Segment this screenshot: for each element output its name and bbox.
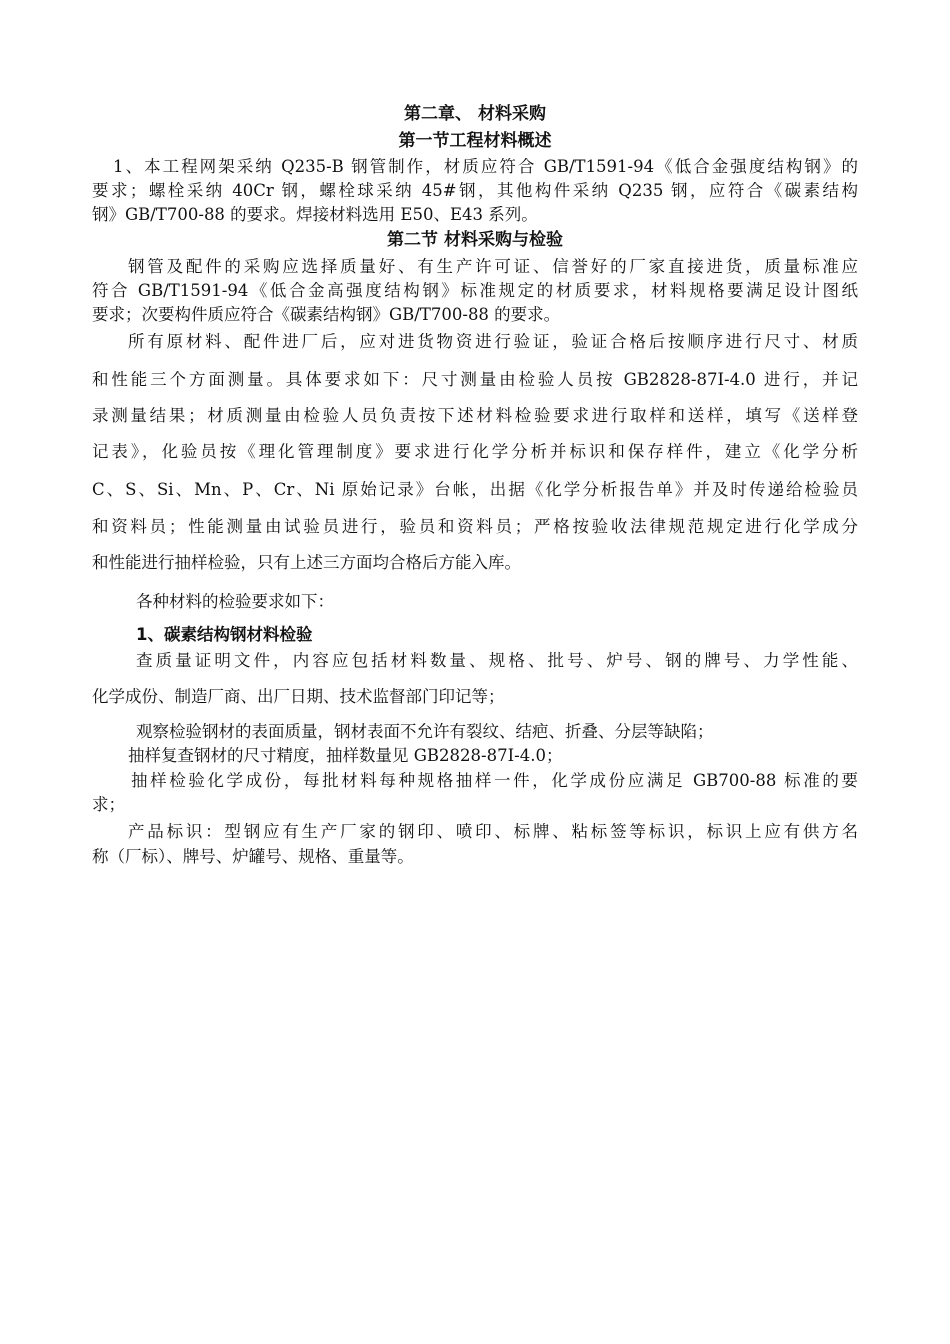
text-line: 钢管及配件的采购应选择质量好、有生产许可证、信誉好的厂家直接进货，质量标准应 bbox=[128, 257, 858, 276]
section-1-title: 第一节工程材料概述 bbox=[398, 131, 552, 151]
text-line: 要求；次要构件质应符合《碳素结构钢》GB/T700-88 的要求。 bbox=[92, 305, 561, 324]
text-line: C、S、Si、Mn、P、Cr、Ni 原始记录》台帐，出据《化学分析报告单》并及时传递给检验员 bbox=[92, 480, 858, 499]
section-2-title: 第二节 材料采购与检验 bbox=[387, 230, 563, 250]
text-line: 录测量结果；材质测量由检验人员负责按下述材料检验要求进行取样和送样，填写《送样登 bbox=[92, 406, 858, 425]
text-line: 要求；螺栓采纳 40Cr 钢，螺栓球采纳 45#钢，其他构件采纳 Q235 钢，应符合《碳素结构 bbox=[92, 181, 858, 200]
text-line: 所有原材料、配件进厂后，应对进货物资进行验证，验证合格后按顺序进行尺寸、材质 bbox=[128, 332, 858, 351]
inspection-intro: 各种材料的检验要求如下： bbox=[136, 592, 334, 611]
text-line: 记表》，化验员按《理化管理制度》要求进行化学分析并标识和保存样件，建立《化学分析 bbox=[92, 442, 858, 461]
text-line: 1、本工程网架采纳 Q235-B 钢管制作，材质应符合 GB/T1591-94《低合金强度结构钢》的 bbox=[113, 157, 858, 176]
text-line: 化学成份、制造厂商、出厂日期、技术监督部门印记等； bbox=[92, 687, 505, 706]
text-line: 和资料员；性能测量由试验员进行，验员和资料员；严格按验收法律规范规定进行化学成分 bbox=[92, 517, 858, 536]
text-line: 和性能进行抽样检验，只有上述三方面均合格后方能入库。 bbox=[92, 553, 521, 572]
carbon-steel-heading: 1、碳素结构钢材料检验 bbox=[136, 625, 313, 644]
text-line: 称（厂标）、牌号、炉罐号、规格、重量等。 bbox=[92, 847, 414, 866]
text-line: 产品标识：型钢应有生产厂家的钢印、喷印、标牌、粘标签等标识，标识上应有供方名 bbox=[128, 822, 858, 841]
text-line: 抽样检验化学成份，每批材料每种规格抽样一件，化学成份应满足 GB700-88 标准的要 bbox=[131, 771, 858, 790]
text-line: 和性能三个方面测量。具体要求如下：尺寸测量由检验人员按 GB2828-87I-4.0 进行，并记 bbox=[92, 370, 858, 389]
text-line: 查质量证明文件，内容应包括材料数量、规格、批号、炉号、钢的牌号、力学性能、 bbox=[136, 651, 858, 670]
dimension-check: 抽样复查钢材的尺寸精度，抽样数量见 GB2828-87I-4.0； bbox=[128, 746, 563, 765]
chapter-title: 第二章、 材料采购 bbox=[404, 104, 546, 124]
text-line: 求； bbox=[92, 795, 125, 814]
text-line: 钢》GB/T700-88 的要求。焊接材料选用 E50、E43 系列。 bbox=[92, 205, 538, 224]
text-line: 符合 GB/T1591-94《低合金高强度结构钢》标准规定的材质要求，材料规格要满足设计图纸 bbox=[92, 281, 858, 300]
surface-check: 观察检验钢材的表面质量，钢材表面不允许有裂纹、结疤、折叠、分层等缺陷； bbox=[136, 722, 714, 741]
